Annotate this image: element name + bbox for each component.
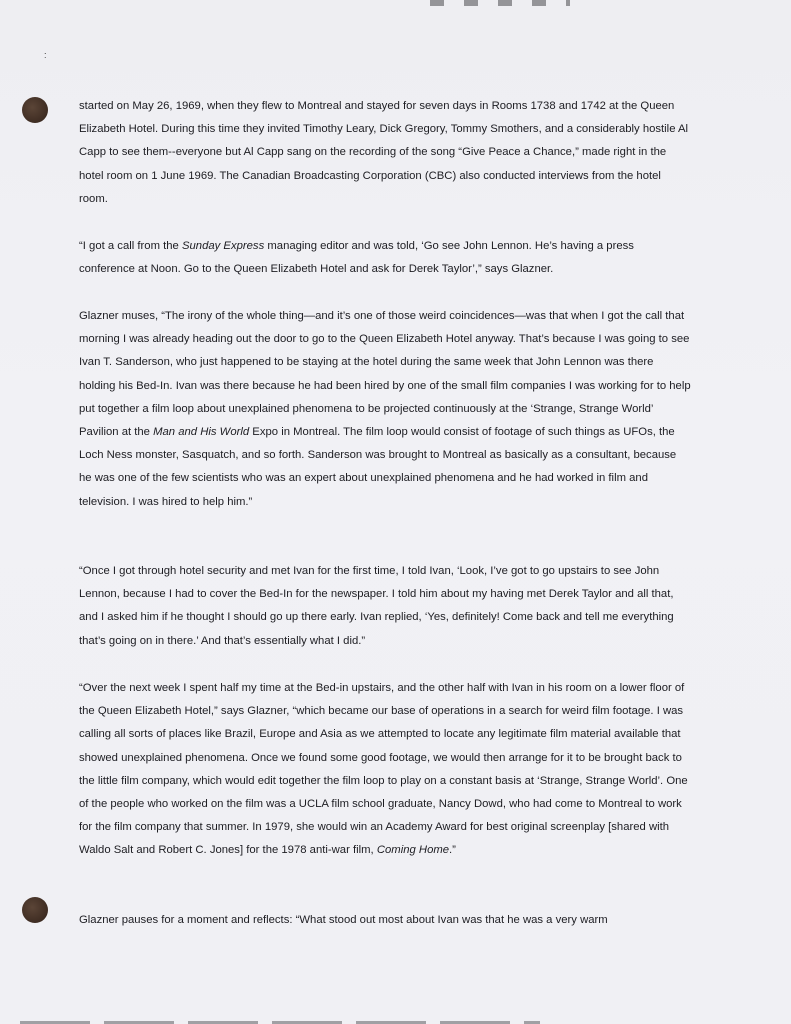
- italic-title: Sunday Express: [181, 240, 265, 252]
- punch-hole-bottom: [22, 897, 48, 923]
- text-run: .”: [449, 844, 456, 857]
- italic-title: Coming Home: [376, 844, 450, 857]
- text-run: Glazner pauses for a moment and reflects: “What stood out most about Ivan was that he was a very warm: [79, 914, 608, 926]
- top-edge-marks: [430, 0, 570, 6]
- paragraph-sunday-express-call: [79, 235, 691, 281]
- text-run: managing editor and was told, ‘Go see John Lennon. He’s having a press conference at Noon. Go to the Queen Elizabeth Hotel and ask for Derek Taylor’,” says Glazner.: [79, 240, 634, 276]
- text-run: started on May 26, 1969, when they flew to Montreal and stayed for seven days in Rooms 1738 and 1742 at the Queen Elizabeth Hotel. During this time they invited Timothy Leary, Dick Gregory, Tommy Smothers, and a considerably hostile Al Capp to see them--everyone but Al Capp sang on the recording of the song “Give Peace a Chance,” made right in the hotel room on 1 June 1969. The Canadian Broadcasting Corporation (CBC) also conducted interviews from the hotel room.: [79, 100, 689, 205]
- paragraph-bed-in-intro: [79, 95, 691, 211]
- text-run: “Once I got through hotel security and met Ivan for the first time, I told Ivan, ‘Look, I’ve got to go upstairs to see John Lennon, because I had to cover the Bed-In for the newspaper. I told him about my having met Derek Taylor and all that, and I asked him if he thought I should go up there early. Ivan replied, ‘Yes, definitely! Come back and tell me everything that’s going on in there.’ And that’s essentially what I did.”: [79, 565, 674, 647]
- paragraph-glazner-muses: [79, 305, 691, 514]
- punch-hole-top: [22, 97, 48, 123]
- text-run: “Over the next week I spent half my time at the Bed-in upstairs, and the other half with Ivan in his room on a lower floor of the Queen Elizabeth Hotel,” says Glazner, “which became our base of operations in a search for weird film footage. I was calling all sorts of places like Brazil, Europe and Asia as we attempted to locate any legitimate film material available that showed unexplained phenomena. Once we found some good footage, we would then arrange for it to be brought back to the little film company, which would edit together the film loop to play on a constant basis at ‘Strange, Strange World’. One of the people who worked on the film was a UCLA film school graduate, Nancy Dowd, who had come to Montreal to work for the film company that summer. In 1979, she would win an Academy Award for best original screenplay [shared with Waldo Salt and Robert C. Jones] for the 1978 anti-war film,: [79, 682, 688, 857]
- italic-title: Man and His World: [153, 426, 250, 439]
- paragraph-glazner-reflects: [79, 909, 691, 932]
- text-run: Expo in Montreal. The film loop would consist of footage of such things as UFOs, the Loch Ness monster, Sasquatch, and so forth. Sanderson was brought to Montreal as basically as a consultant, because he was one of the few scientists who was an expert about unexplained phenomena and he had worked in film and television. I was hired to help him.”: [79, 426, 677, 508]
- page-speck: :: [44, 50, 47, 60]
- paragraph-hotel-security: [79, 560, 691, 653]
- text-run: “I got a call from the: [79, 240, 182, 252]
- text-run: Glazner muses, “The irony of the whole thing—and it’s one of those weird coincidences—was that when I got the call that morning I was already heading out the door to go to the Queen Elizabeth Hotel anyway. That’s because I was going to see Ivan T. Sanderson, who just happened to be staying at the hotel during the same week that John Lennon was there holding his Bed-In. Ivan was there because he had been hired by one of the small film companies I was working for to help put together a film loop about unexplained phenomena to be projected continuously at the ‘Strange, Strange World’ Pavilion at the: [79, 310, 691, 439]
- paragraph-next-week: [79, 677, 691, 863]
